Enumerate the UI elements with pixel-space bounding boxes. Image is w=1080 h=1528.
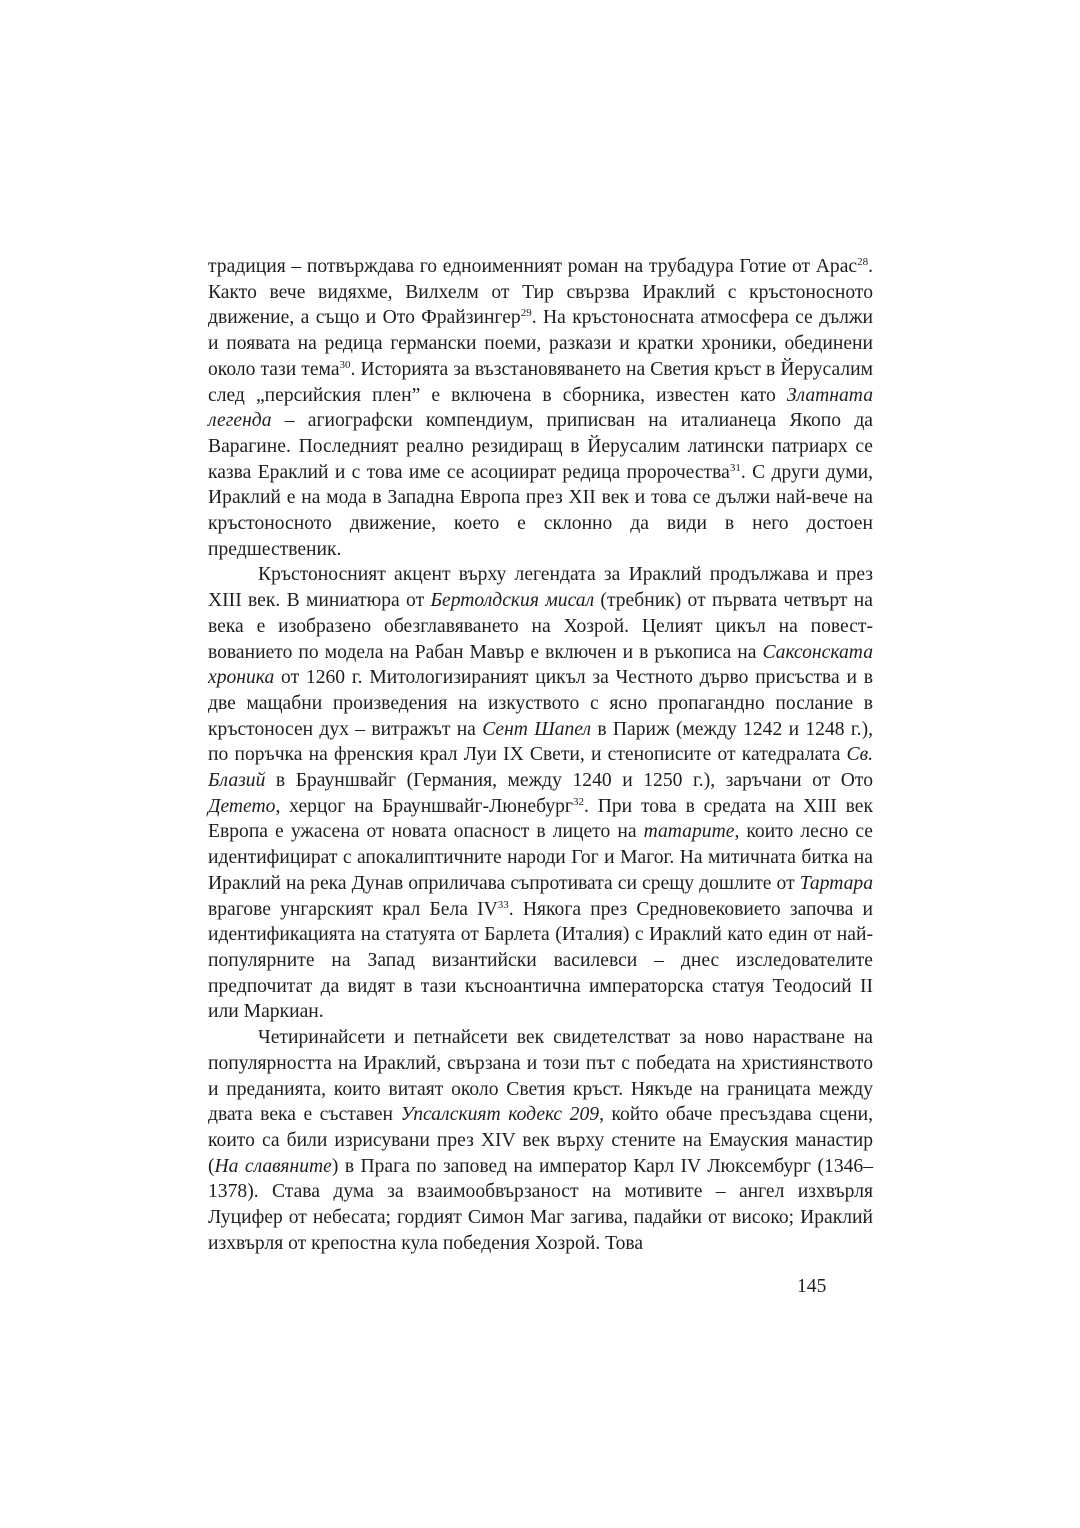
footnote-ref: 33	[497, 898, 509, 911]
text-run: (требник) от първата четвърт на века е изобразено обезглавяването на Хозрой. Целият цикъл на повествованието по модела на Рабан Мавър е включен и в ръкописа на	[208, 590, 873, 663]
text-run: . На кръстоносната атмосфера се дължи и появата на редица германски поеми, разкази и кратки хроники, обединени около тази тема	[208, 307, 873, 380]
footnote-ref: 30	[339, 358, 351, 371]
text-run: – агиографски компендиум, приписван на италианеца Якопо да Варагине. Последният реално резидиращ в Йерусалим латински патриарх се казва Ераклий и с това име се асоциират редица пророчества	[208, 410, 873, 483]
italic-title: Бертолдския мисал	[430, 590, 595, 612]
text-run: . С други думи, Ираклий е на мода в Западна Европа през XII век и това се дължи най-вече на кръстоносното движение, което е склонно да види в него достоен предшественик.	[208, 461, 874, 560]
text-run: Кръстоносният акцент върху легендата за Ираклий продължава и през XIII век. В миниатюра от	[208, 564, 873, 612]
text-run: , херцог на Брауншвайг-Люнебург	[275, 795, 573, 817]
italic-title: Упсалският кодекс 209	[400, 1104, 600, 1126]
footnote-ref: 31	[729, 461, 741, 474]
text-run: , които лесно се идентифицират с апокалиптичните народи Гог и Магог. На митичната битка на Ираклий на река Дунав оприличава съпротивата си срещу дошлите от	[208, 821, 874, 894]
footnote-ref: 28	[857, 256, 869, 268]
italic-title: Тартара	[799, 872, 873, 894]
text-run: , който обаче пресъздава сцени, които са били изрисувани през XIV век върху стените на Емауския манастир (	[208, 1104, 873, 1177]
italic-title: Св. Блазий	[208, 744, 873, 792]
text-run: ) в Прага по заповед на император Карл IV Люксембург (1346–1378). Става дума за взаимообвързаност на мотивите – ангел изхвърля Луцифер от небесата; гордият Симон Маг загива, падайки от високо; Ираклий изхвърля от крепостна кула победения Хозрой. Това	[208, 1155, 874, 1254]
paragraph-1	[208, 254, 873, 562]
footnote-ref: 32	[572, 795, 584, 808]
italic-title: татарите	[643, 821, 735, 843]
text-run: Четиринайсети и петнайсети век свидетелстват за ново нарастване на популярността на Ираклий, свързана и този път с победата на християнството и преданията, които витаят около Светия кръст. Някъде на границата между двата века е съставен	[208, 1027, 873, 1126]
text-run: в Париж (между 1242 и 1248 г.), по поръчка на френския крал Луи IX Свети, и стенописите от катедралата	[208, 718, 873, 766]
text-run: врагове унгарският крал Бела IV	[208, 898, 498, 920]
paragraph-2	[208, 562, 873, 1025]
text-run: традиция – потвърждава го едноименният роман на трубадура Готие от Арас	[208, 256, 858, 277]
text-run: от 1260 г. Митологизираният цикъл за Честното дърво присъства и в две мащабни произведения на изкуството с ясно пропагандно послание в кръстоносен дух – витражът на	[208, 667, 873, 740]
italic-title: На славяните	[214, 1155, 332, 1177]
page-body	[208, 254, 873, 1256]
italic-title: Златната легенда	[208, 384, 873, 432]
text-run: . Както вече видяхме, Вилхелм от Тир свързва Ираклий с кръстоносното движение, а също и Ото Фрайзингер	[208, 256, 873, 329]
text-run: . При това в средата на XIII век Европа е ужасена от новата опасност в лицето на	[208, 795, 873, 843]
text-run: . Историята за възстановяването на Светия кръст в Йерусалим след „персийския плен” е включена в сборника, известен като	[208, 358, 874, 406]
italic-title: Детето	[208, 795, 276, 817]
text-run: в Брауншвайг (Германия, между 1240 и 1250 г.), заръчани от Ото	[265, 770, 873, 792]
text-run: . Някога през Средновековието започва и идентификацията на статуята от Барлета (Италия) с Ираклий като един от най-популярните на Запад византийски василевси – днес изследователите предпочитат да видят в тази късноантична императорска статуя Теодосий II или Маркиан.	[208, 898, 873, 1023]
paragraph-3	[208, 1025, 873, 1256]
italic-title: Сент Шапел	[482, 718, 592, 740]
page-number: 145	[797, 1276, 827, 1297]
italic-title: Саксонската хроника	[208, 641, 873, 689]
footnote-ref: 29	[520, 307, 532, 320]
